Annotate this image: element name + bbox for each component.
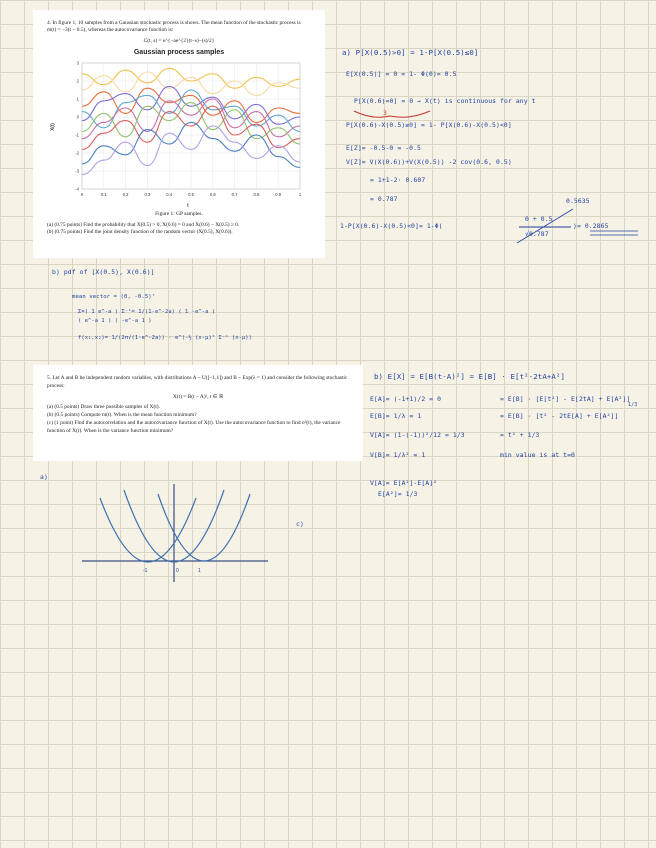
- question-4a: (a) (0.75 points) Find the probability that X(0.5) > 0, X(0.6) = 0 and X(0.6) − X(0.5) ≥ 0.: [47, 221, 240, 228]
- hw-4b-line-1: b) pdf of [X(0.5), X(0.6)]: [52, 268, 155, 276]
- problem-5-statement: 5. Let A and B be independent random variables, with distributions A ~ U([−1,1]) and B ~ Exp(λ = 1) and consider the following stochastic process:: [47, 375, 348, 389]
- gp-samples-chart: [48, 57, 310, 209]
- hw-5b-vb: V[B]= 1/λ² = 1: [370, 451, 426, 459]
- hw-5b-eb: E[B]= 1/λ = 1: [370, 412, 422, 420]
- y-axis-label: X(t): [50, 123, 56, 132]
- hw-5b-step-2: = E[B] · [E[t²] - E[2tA] + E[A²]]: [500, 395, 631, 403]
- hw-4b-line-2: mean vector = (0, -0.5)ᵀ: [72, 294, 156, 300]
- x-tick-label: 0.2: [122, 192, 129, 198]
- hw-5c-label: c): [296, 520, 304, 528]
- tick-zero: 0: [176, 568, 179, 574]
- hw-fraction-bar: [515, 205, 575, 245]
- hw-4a-line-1: a) P[X(0.5)>0] = 1-P[X(0.5)≤0]: [342, 48, 479, 57]
- hw-5b-ea2: E[A²]= 1/3: [378, 490, 418, 498]
- process-formula: X(t) = B(t − A)², t ∈ ℝ: [172, 393, 224, 400]
- y-tick-label: -4: [75, 186, 79, 192]
- hw-5b-step-3: = E[B] · [t² - 2tE[A] + E[A²]]: [500, 412, 619, 420]
- x-tick-label: 0.6: [209, 192, 216, 198]
- x-axis-label: t: [187, 203, 189, 210]
- hw-4a-line-2: E[X(0.5)] = 0 = 1- Φ(0)= 0.5: [346, 70, 457, 78]
- x-tick-label: 0.5: [188, 192, 194, 198]
- hw-5b-margin-note: 1/3: [628, 402, 638, 408]
- x-tick-label: 0.4: [166, 192, 173, 198]
- question-4b: (b) (0.75 points) Find the joint density function of the random vector (X(0.5), X(0.6)).: [47, 228, 233, 235]
- y-tick-label: 1: [76, 96, 79, 102]
- hw-4a-estimate: 0.5635: [566, 197, 590, 205]
- hw-5b-line-1: b) E[X] = E[B(t-A)²] = E[B] · E[t²-2tA+A²]: [374, 372, 566, 381]
- hw-4a-line-4: P[X(0.6)-X(0.5)≥0] = 1- P[X(0.6)-X(0.5)<0]: [346, 121, 512, 129]
- x-tick-label: 0.9: [275, 192, 282, 198]
- hw-4a-denominator: √0.787: [525, 230, 549, 238]
- x-tick-label: 0.7: [231, 192, 238, 198]
- x-tick-label: 0: [80, 192, 84, 198]
- hw-5a-label: a): [40, 473, 48, 481]
- y-tick-label: 3: [76, 60, 79, 66]
- x-tick-label: 0.8: [253, 192, 260, 198]
- hw-parabola-sketch: [78, 484, 278, 584]
- hw-4a-line-7: = 1+1-2· 0.607: [370, 176, 426, 184]
- hw-5b-min: min value is at t=0: [500, 451, 576, 459]
- hw-4a-line-5: E[Z]= -0.5-0 = -0.5: [346, 144, 422, 152]
- hw-red-mark: 3: [383, 109, 387, 117]
- hw-5b-var-def: V[A]= E[A²]-E[A]²: [370, 479, 438, 487]
- hw-5b-step-4: = t² + 1/3: [500, 431, 540, 439]
- hw-4a-line-8: = 0.787: [370, 195, 398, 203]
- hw-4b-line-5: f(x₁,x₂)= 1/(2π√(1-e^-2a)) · e^(-½ (x-μ)ᵀ Σ⁻¹ (x-μ)): [78, 335, 252, 341]
- y-tick-label: -3: [75, 168, 79, 174]
- question-5c: (c) (1 point) Find the autocorrelation and the autocovariance function of X(t). Use the autocovariance function to find σ²(t), the variance function of X(t). When is the variance function minimum?: [47, 420, 341, 434]
- hw-4a-line-6: V[Z]= V(X(0.6))+V(X(0.5)) -2 cov(0.6, 0.5): [346, 158, 512, 166]
- y-tick-label: 0: [76, 114, 79, 120]
- hw-4a-line-3: P[X(0.6)=0] = 0 → X(t) is continuous for any t: [354, 97, 536, 105]
- x-tick-label: 0.3: [144, 192, 151, 198]
- y-tick-label: 2: [76, 78, 79, 84]
- hw-4b-line-4: ( e^-a 1 ) ( -e^-a 1 ): [78, 318, 152, 324]
- tick-minus-one: -1: [143, 568, 148, 574]
- hw-4b-line-3: Σ=( 1 e^-a ) Σ⁻¹= 1/(1-e^-2a) ( 1 -e^-a ): [78, 309, 216, 315]
- hw-4a-result: )= 0.2865: [573, 222, 609, 230]
- hw-5b-va: V[A]= (1-(-1))²/12 = 1/3: [370, 431, 465, 439]
- problem-4-sheet: [33, 10, 325, 258]
- x-tick-label: 0.1: [100, 192, 107, 198]
- y-tick-label: -2: [75, 150, 79, 156]
- hw-red-brace: [352, 108, 432, 122]
- hw-5b-ea: E[A]= (-1+1)/2 = 0: [370, 395, 442, 403]
- tick-one: 1: [198, 568, 201, 574]
- problem-4-statement: 4. In figure 1, 10 samples from a Gaussian stochastic process is shows. The mean function of the stochastic process is m(t) = −3(t − 0.5), whereas the autocovariance function is:: [47, 20, 301, 34]
- hw-4a-line-9: 1-P[X(0.6)-X(0.5)<0]= 1-Φ(: [340, 222, 443, 230]
- question-5a: (a) (0.5 points) Draw three possible samples of X(t).: [47, 404, 160, 411]
- hw-4a-numerator: 0 + 0.5: [525, 215, 553, 223]
- hw-result-underline: [590, 229, 640, 239]
- chart-title: Gaussian process samples: [133, 48, 225, 56]
- problem-5-sheet: [33, 365, 363, 461]
- figure-caption: Figure 1: GP samples.: [155, 211, 203, 218]
- y-tick-label: -1: [75, 132, 79, 138]
- autocovariance-formula: C(t, s) = e^{−ae^{2}(t−s)−(s)/2}: [143, 37, 215, 44]
- question-5b: (b) (0.5 points) Compute m(t). When is the mean function minimum?: [47, 412, 197, 419]
- x-tick-label: 1: [298, 192, 302, 198]
